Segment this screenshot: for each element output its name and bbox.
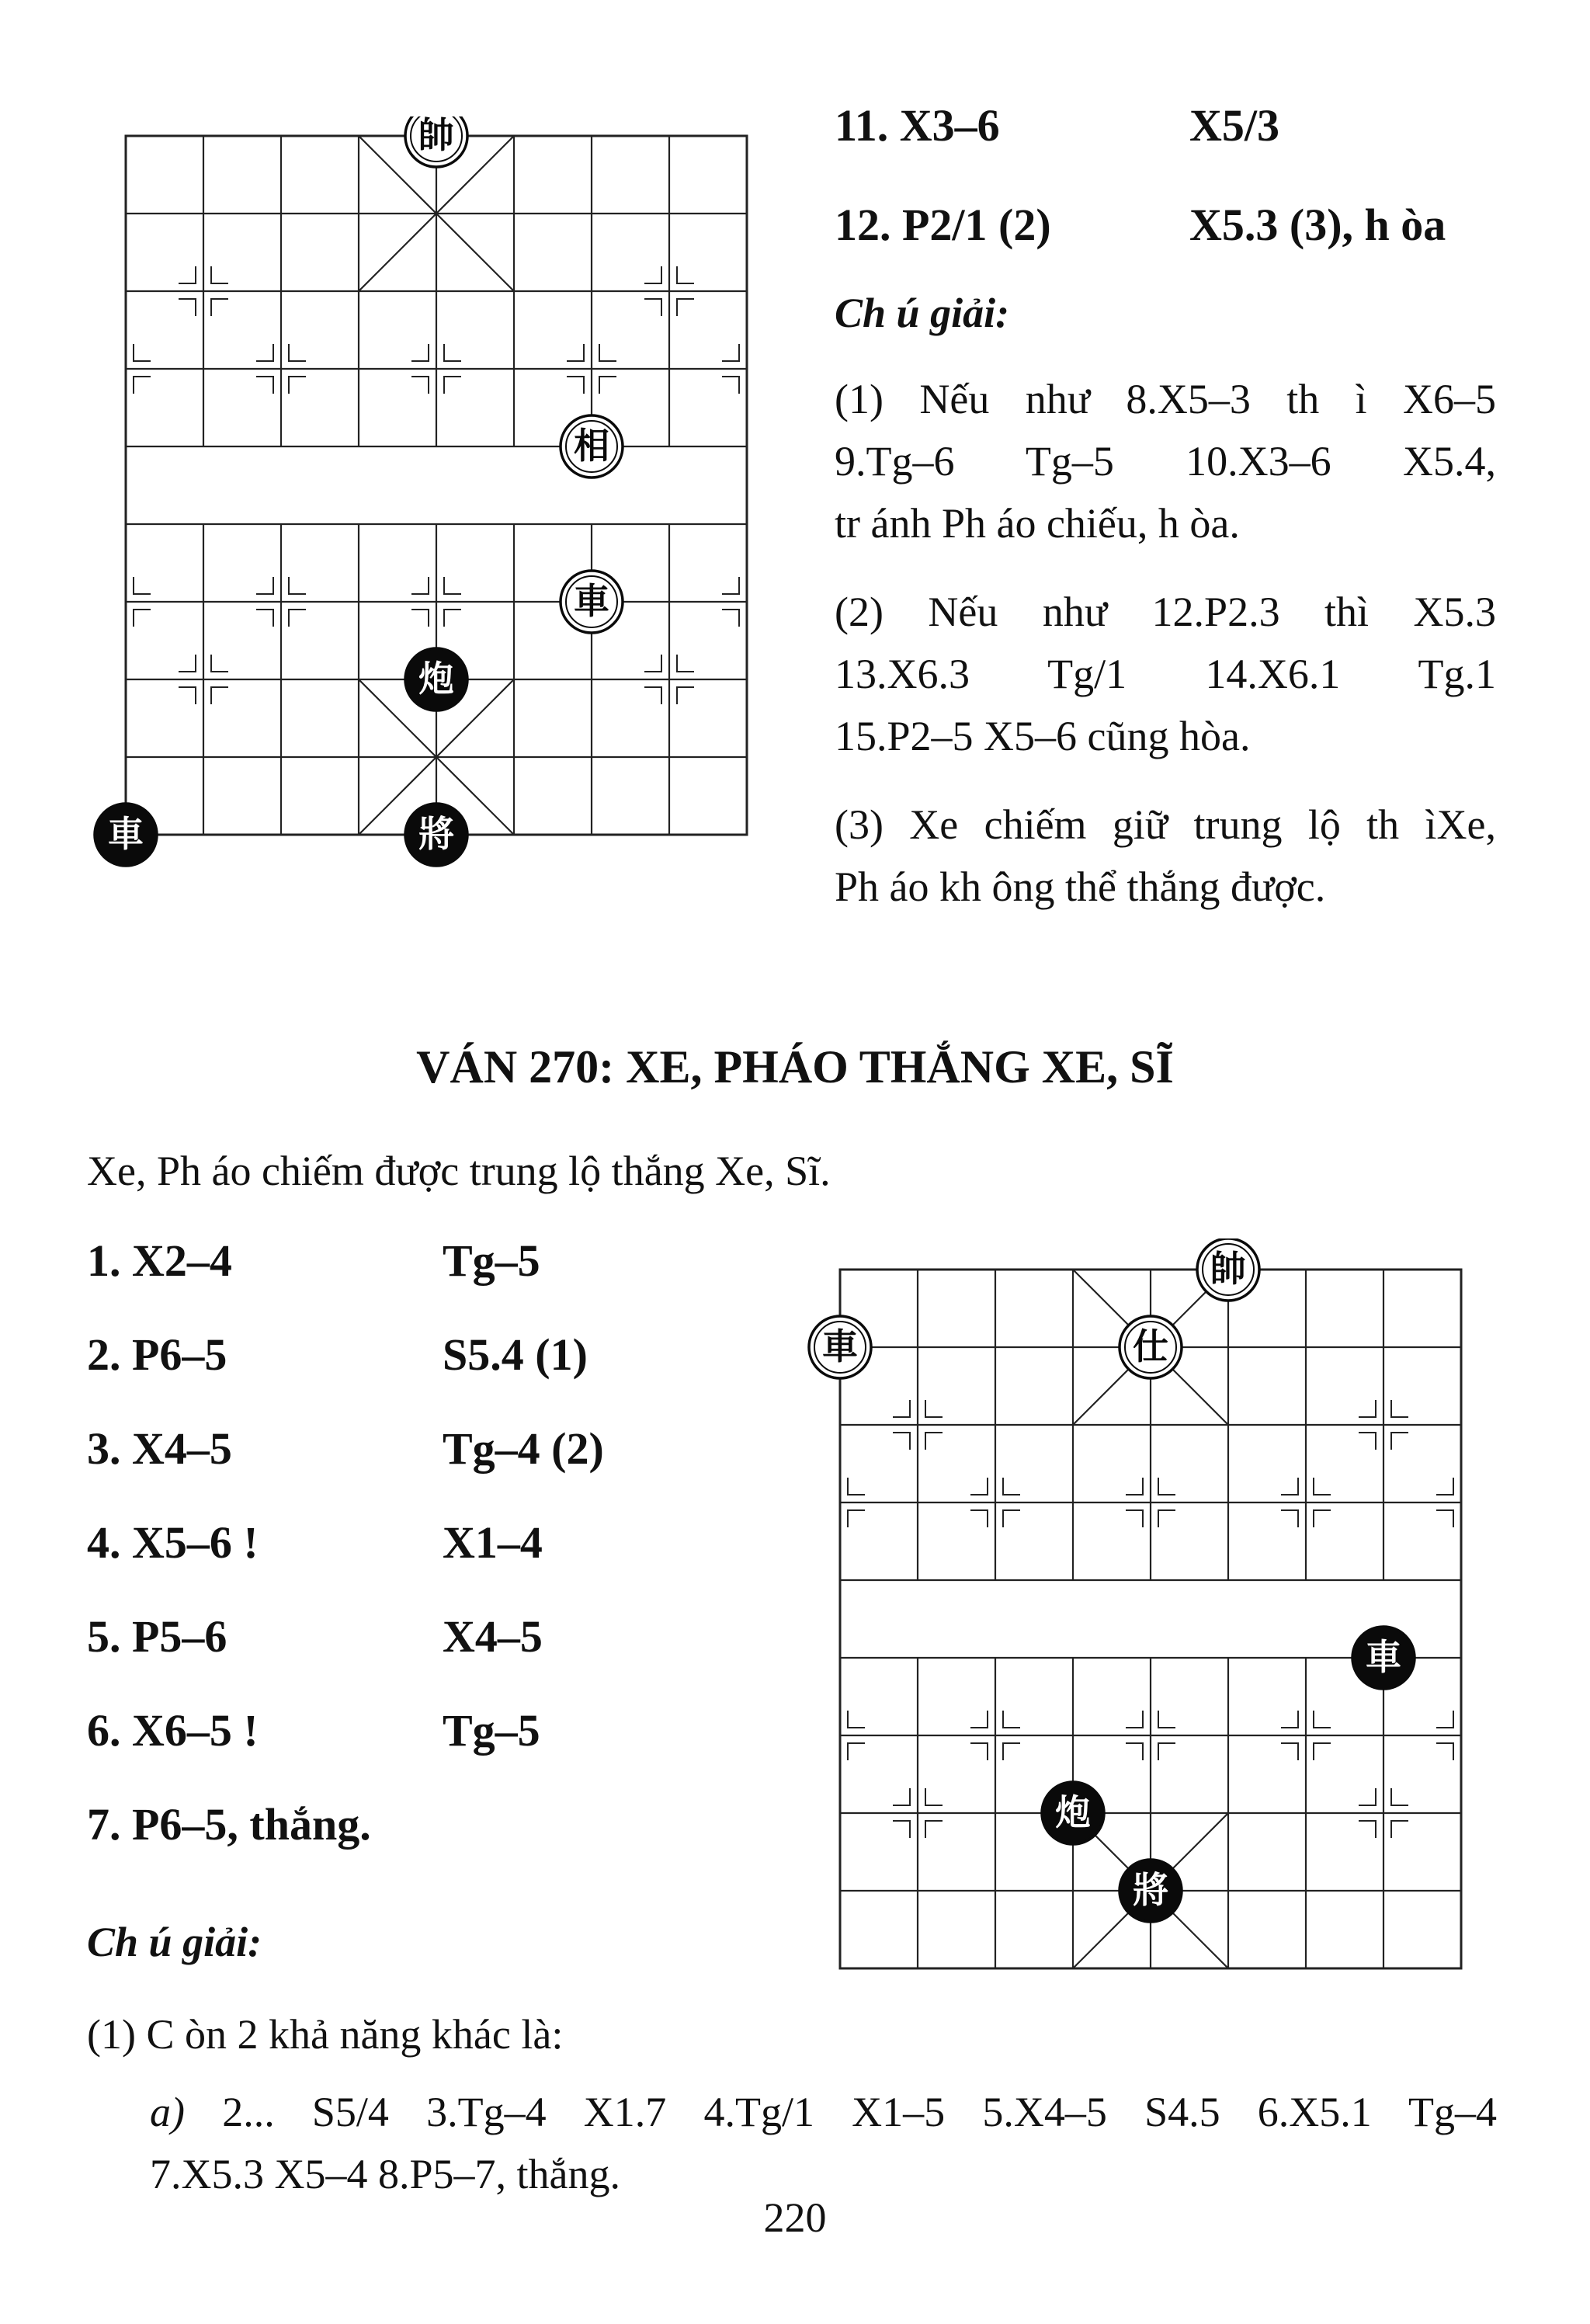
xiangqi-board-1 [78,116,792,893]
game-intro: Xe, Ph áo chiếm được trung lộ thắng Xe, Sĩ. [87,1148,831,1194]
move-row [835,199,1051,251]
note-label: a) [150,2089,185,2135]
move-number: 7. P6–5, thắng. [87,1799,371,1850]
notes-title: Ch ú giải: [835,290,1010,336]
page-number: 220 [763,2194,827,2241]
board-grid [126,136,747,835]
note-line: (1) Nếu như 8.X5–3 th ì X6–5 [835,376,1496,422]
move-reply: X5.3 (3), h òa [1189,200,1446,250]
note-line: 9.Tg–6 Tg–5 10.X3–6 X5.4, [835,438,1496,485]
note-line: Ph áo kh ông thể thắng được. [835,863,1326,910]
note-line: (3) Xe chiếm giữ trung lộ th ìXe, [835,801,1496,848]
move-reply: Tg–5 [443,1235,540,1286]
svg-text:相: 相 [574,425,609,467]
note-line: (2) Nếu như 12.P2.3 thì X5.3 [835,589,1496,635]
black-general-piece [405,804,467,866]
note-1 [835,368,1496,554]
svg-text:車: 車 [822,1325,858,1368]
move-reply: X4–5 [443,1611,543,1662]
svg-text:將: 將 [1133,1869,1168,1912]
game-title: VÁN 270: XE, PHÁO THẮNG XE, SĨ [416,1041,1174,1093]
move-reply: X1–4 [443,1517,543,1568]
black-cannon-piece [405,648,467,710]
move-number: 5. P5–6 [87,1611,227,1662]
move-number: 4. X5–6 ! [87,1517,259,1568]
svg-text:炮: 炮 [418,658,454,700]
move-number: 12. P2/1 (2) [835,200,1051,250]
red-elephant-piece [561,415,623,478]
svg-text:炮: 炮 [1055,1791,1091,1834]
move-reply: Tg–4 (2) [443,1423,604,1474]
move-reply: S5.4 (1) [443,1329,588,1380]
black-chariot-piece [1352,1627,1415,1689]
svg-text:仕: 仕 [1133,1325,1168,1368]
note-3 [835,794,1496,918]
black-chariot-piece [95,804,157,866]
black-cannon-piece [1042,1782,1104,1844]
red-chariot-piece [561,571,623,633]
note-line: 15.P2–5 X5–6 cũng hòa. [835,713,1251,759]
move-number: 1. X2–4 [87,1235,232,1286]
move-number: 3. X4–5 [87,1423,232,1474]
note-line [150,2081,1497,2143]
note-line: 13.X6.3 Tg/1 14.X6.1 Tg.1 [835,651,1496,697]
svg-text:車: 車 [574,580,609,623]
xiangqi-board-2 [800,1238,1498,2015]
black-general-piece [1120,1860,1182,1922]
move-reply: X5/3 [1189,100,1279,151]
note-text: 2... S5/4 3.Tg–4 X1.7 4.Tg/1 X1–5 5.X4–5 S4.5 6.X5.1 Tg–4 [222,2089,1497,2135]
move-number: 11. X3–6 [835,100,1000,151]
move-number: 6. X6–5 ! [87,1705,259,1756]
note-1: (1) C òn 2 khả năng khác là: [87,2011,564,2058]
note-1a [150,2081,1497,2205]
note-2 [835,581,1496,767]
svg-text:帥: 帥 [418,116,454,157]
note-line: tr ánh Ph áo chiếu, h òa. [835,500,1240,547]
move-row [835,99,1000,151]
move-number: 2. P6–5 [87,1329,227,1380]
red-general-piece [405,116,467,167]
red-advisor-piece [1120,1316,1182,1378]
svg-text:車: 車 [1366,1636,1401,1679]
red-chariot-piece [809,1316,871,1378]
svg-text:帥: 帥 [1210,1248,1246,1291]
notes-title: Ch ú giải: [87,1919,262,1965]
svg-text:將: 將 [418,813,454,856]
red-general-piece [1197,1238,1259,1301]
svg-text:車: 車 [108,813,144,856]
note-line: 7.X5.3 X5–4 8.P5–7, thắng. [150,2151,620,2197]
move-reply: Tg–5 [443,1705,540,1756]
